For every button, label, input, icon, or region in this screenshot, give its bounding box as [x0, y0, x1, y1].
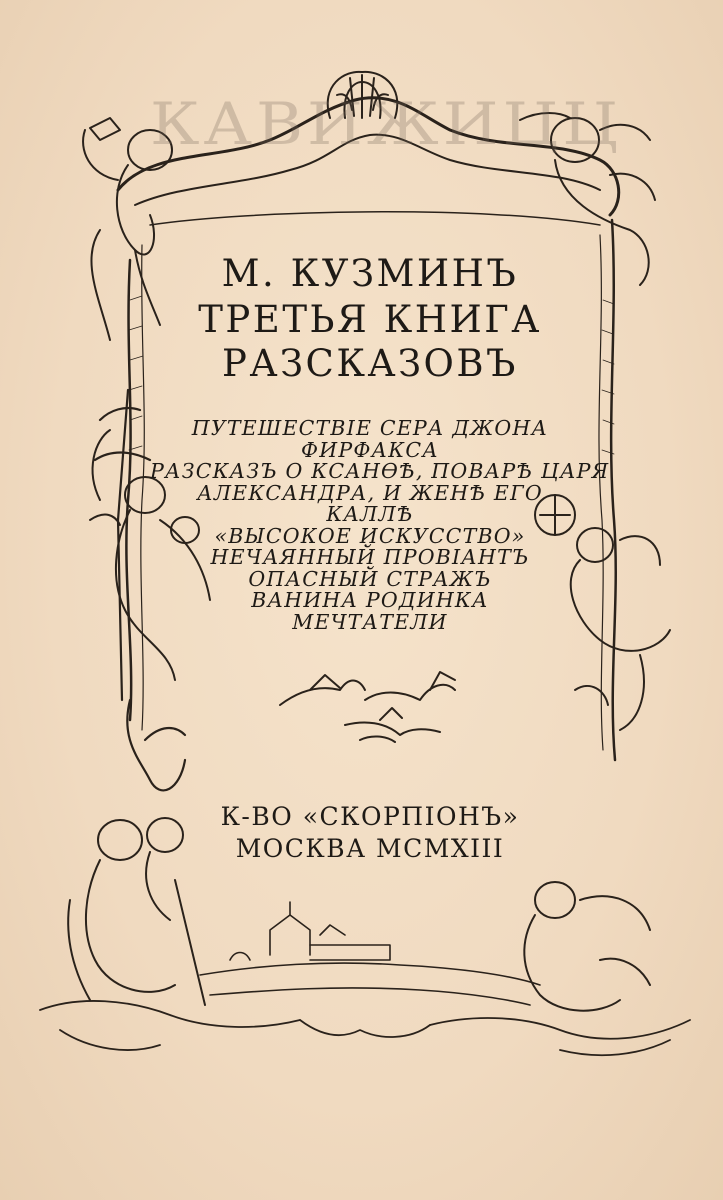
foliage-bottom-illustration — [40, 1001, 690, 1055]
contents-item: МЕЧТАТЕЛИ — [292, 609, 448, 634]
book-title-line-2: РАЗСКАЗОВЪ — [222, 342, 518, 385]
birds-illustration — [280, 672, 455, 742]
author-name: М. КУЗМИНЪ — [221, 252, 519, 295]
contents-item: АЛЕКСАНДРА, И ЖЕНѢ ЕГО — [197, 480, 543, 505]
place-and-year: МОСКВА MCMXIII — [235, 834, 505, 863]
left-pillar — [126, 260, 131, 720]
contents-item: КАЛЛѢ — [326, 502, 414, 526]
contents-item: «ВЫСОКОЕ ИСКУССТВО» — [214, 523, 526, 548]
contents-item: РАЗСКАЗЪ О КСАНѲѢ, ПОВАРѢ ЦАРЯ — [150, 459, 610, 483]
landscape-bottom-illustration — [200, 902, 540, 1005]
publisher-imprint: К-ВО «СКОРПІОНЪ» — [220, 802, 520, 831]
contents-item: ФИРФАКСА — [301, 437, 439, 462]
contents-item: НЕЧАЯННЫЙ ПРОВІАНТЪ — [210, 545, 530, 569]
contents-list — [150, 416, 610, 634]
figure-bottom-right-illustration — [524, 882, 650, 1011]
right-pillar — [611, 220, 616, 760]
contents-item: ОПАСНЫЙ СТРАЖЪ — [248, 566, 492, 591]
watermark-text: КАВИЖИЦЦ — [150, 91, 623, 159]
contents-item: ПУТЕШЕСТВІЕ СЕРА ДЖОНА — [191, 416, 549, 440]
contents-item: ВАНИНА РОДИНКА — [251, 588, 489, 612]
book-title-line-1: ТРЕТЬЯ КНИГА — [198, 298, 542, 341]
